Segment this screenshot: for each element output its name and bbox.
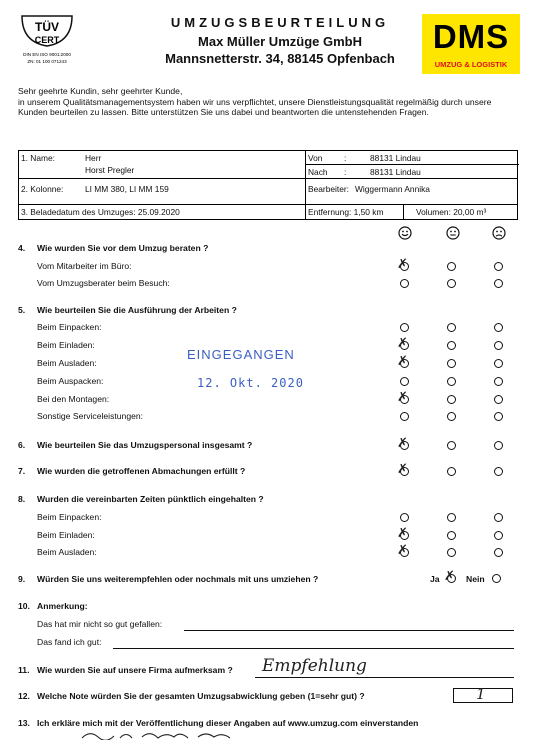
q4-row1-option-2[interactable] <box>447 262 456 271</box>
q4-sub1: Vom Mitarbeiter im Büro: <box>37 261 132 271</box>
question-6 <box>18 440 252 450</box>
question-11-num: 11. <box>18 665 30 675</box>
question-12-text: Welche Note würden Sie der gesamten Umzugsabwicklung geben (1=sehr gut) ? <box>37 691 365 701</box>
q5-sub4: Beim Auspacken: <box>37 376 104 386</box>
q10-line2[interactable] <box>113 648 514 649</box>
intro-salutation: Sehr geehrte Kundin, sehr geehrter Kunde, <box>18 86 183 96</box>
q5-row4-option-1[interactable] <box>400 377 409 386</box>
question-8 <box>18 494 264 504</box>
q9-ja-label: Ja <box>430 574 440 584</box>
question-6-num: 6. <box>18 440 26 450</box>
von-colon: : <box>344 153 347 163</box>
tuv-logo-line2: CERT <box>34 35 60 45</box>
q4-row2-option-3[interactable] <box>494 279 503 288</box>
dms-logo <box>422 14 520 74</box>
q5-row6-option-1[interactable] <box>400 412 409 421</box>
q5-row4-option-2[interactable] <box>447 377 456 386</box>
tuv-logo-line4: ZN: 01 100 071243 <box>27 59 67 64</box>
q5-row5-mark: ✗ <box>397 390 408 405</box>
tuv-logo-line3: DIN EN ISO 9001:2000 <box>23 52 71 57</box>
sad-face-icon <box>492 226 506 240</box>
q8-row1-option-1[interactable] <box>400 513 409 522</box>
question-8-text: Wurden die vereinbarten Zeiten pünktlich eingehalten ? <box>37 494 264 504</box>
q5-row6-option-2[interactable] <box>447 412 456 421</box>
name-value: Horst Pregler <box>85 165 135 175</box>
question-5-text: Wie beurteilen Sie die Ausführung der Arbeiten ? <box>37 305 237 315</box>
question-5-num: 5. <box>18 305 26 315</box>
question-6-text: Wie beurteilen Sie das Umzugspersonal insgesamt ? <box>37 440 253 450</box>
q7-row-option-3[interactable] <box>494 467 503 476</box>
question-9 <box>18 574 318 584</box>
q4-sub2: Vom Umzugsberater beim Besuch: <box>37 278 170 288</box>
q8-row2-option-2[interactable] <box>447 531 456 540</box>
q10-line1[interactable] <box>184 630 514 631</box>
q9-nein-label: Nein <box>466 574 485 584</box>
q5-row4-option-3[interactable] <box>494 377 503 386</box>
received-stamp-date: 12. Okt. 2020 <box>197 376 304 390</box>
dms-logo-sub: UMZUG & LOGISTIK <box>434 60 508 69</box>
company-address: Mannsnetterstr. 34, 88145 Opfenbach <box>165 51 395 66</box>
dms-logo-main: DMS <box>432 18 510 55</box>
question-8-num: 8. <box>18 494 26 504</box>
q9-ja-mark: ✗ <box>444 569 455 584</box>
q6-row-option-2[interactable] <box>447 441 456 450</box>
question-13-text: Ich erkläre mich mit der Veröffentlichung dieser Angaben auf www.umzug.com einverstanden <box>37 718 419 728</box>
q5-row1-option-1[interactable] <box>400 323 409 332</box>
question-13 <box>18 718 418 728</box>
q10-sub2: Das fand ich gut: <box>37 637 102 647</box>
question-11 <box>18 665 233 675</box>
q5-row3-option-2[interactable] <box>447 359 456 368</box>
q6-row-mark: ✗ <box>397 436 408 451</box>
q11-answer: Empfehlung <box>262 656 367 676</box>
q5-row2-mark: ✗ <box>397 336 408 351</box>
q5-row1-option-3[interactable] <box>494 323 503 332</box>
q8-sub2: Beim Einladen: <box>37 530 95 540</box>
q4-row2-option-2[interactable] <box>447 279 456 288</box>
q8-row1-option-3[interactable] <box>494 513 503 522</box>
q5-row6-option-3[interactable] <box>494 412 503 421</box>
tuv-cert-logo <box>16 12 78 68</box>
question-7-text: Wie wurden die getroffenen Abmachungen erfüllt ? <box>37 466 246 476</box>
nach-label: Nach <box>308 167 328 177</box>
q8-sub3: Beim Ausladen: <box>37 547 97 557</box>
q4-row1-option-3[interactable] <box>494 262 503 271</box>
q10-sub1: Das hat mir nicht so gut gefallen: <box>37 619 163 629</box>
question-10-text: Anmerkung: <box>37 601 88 611</box>
bearbeiter-label: Bearbeiter: <box>308 184 349 194</box>
q6-row-option-3[interactable] <box>494 441 503 450</box>
question-5 <box>18 305 237 315</box>
received-stamp: EINGEGANGEN <box>187 347 295 362</box>
name-label: 1. Name: <box>21 153 55 163</box>
question-13-num: 13. <box>18 718 30 728</box>
q4-row1-mark: ✗ <box>397 257 408 272</box>
q5-row1-option-2[interactable] <box>447 323 456 332</box>
q7-row-mark: ✗ <box>397 462 408 477</box>
happy-face-icon <box>398 226 412 240</box>
bearbeiter-value: Wiggermann Annika <box>355 184 430 194</box>
question-7-num: 7. <box>18 466 26 476</box>
question-10-num: 10. <box>18 601 30 611</box>
beladedatum: 3. Beladedatum des Umzuges: 25.09.2020 <box>21 207 180 217</box>
q4-row2-option-1[interactable] <box>400 279 409 288</box>
q8-sub1: Beim Einpacken: <box>37 512 102 522</box>
tuv-logo-line1: TÜV <box>35 20 59 34</box>
q5-row5-option-2[interactable] <box>447 395 456 404</box>
question-4-text: Wie wurden Sie vor dem Umzug beraten ? <box>37 243 209 253</box>
question-4 <box>18 243 208 253</box>
question-4-num: 4. <box>18 243 26 253</box>
name-salutation: Herr <box>85 153 102 163</box>
q5-sub5: Bei den Montagen: <box>37 394 110 404</box>
q8-row2-mark: ✗ <box>397 526 408 541</box>
q5-row5-option-3[interactable] <box>494 395 503 404</box>
intro-text <box>18 86 523 118</box>
kolonne-label: 2. Kolonne: <box>21 184 64 194</box>
q7-row-option-2[interactable] <box>447 467 456 476</box>
question-7 <box>18 466 245 476</box>
q8-row2-option-3[interactable] <box>494 531 503 540</box>
question-9-num: 9. <box>18 574 26 584</box>
question-9-text: Würden Sie uns weiterempfehlen oder nochmals mit uns umziehen ? <box>37 574 319 584</box>
question-10 <box>18 601 88 611</box>
entfernung: Entfernung: 1,50 km <box>308 207 384 217</box>
nach-colon: : <box>344 167 347 177</box>
kolonne-value: LI MM 380, LI MM 159 <box>85 184 169 194</box>
q5-sub3: Beim Ausladen: <box>37 358 97 368</box>
q11-answer-line[interactable] <box>255 677 514 678</box>
q5-sub2: Beim Einladen: <box>37 340 95 350</box>
question-12-num: 12. <box>18 691 30 701</box>
intro-body: in unserem Qualitätsmanagementsystem haben wir uns verpflichtet, unsere Dienstleistungsqualität regelmäßig durch unsere Kunden beurteilen zu lassen. Bitte unterstützen Sie uns dabei und beantworten die untenstehenden Fragen. <box>18 96 492 118</box>
q5-sub6: Sonstige Serviceleistungen: <box>37 411 144 421</box>
q8-row3-option-2[interactable] <box>447 548 456 557</box>
q5-row2-option-2[interactable] <box>447 341 456 350</box>
question-11-text: Wie wurden Sie auf unsere Firma aufmerksam ? <box>37 665 233 675</box>
nach-value: 88131 Lindau <box>370 167 421 177</box>
volumen: Volumen: 20,00 m³ <box>416 207 487 217</box>
q8-row1-option-2[interactable] <box>447 513 456 522</box>
signature-scribble <box>80 728 240 740</box>
company-name: Max Müller Umzüge GmbH <box>198 34 362 49</box>
q5-row3-option-3[interactable] <box>494 359 503 368</box>
q8-row3-option-3[interactable] <box>494 548 503 557</box>
q9-nein-checkbox[interactable] <box>492 574 501 583</box>
q5-row3-mark: ✗ <box>397 354 408 369</box>
q5-row2-option-3[interactable] <box>494 341 503 350</box>
question-12 <box>18 691 365 701</box>
q8-row3-mark: ✗ <box>397 543 408 558</box>
customer-info-table <box>18 150 518 220</box>
von-label: Von <box>308 153 323 163</box>
q5-sub1: Beim Einpacken: <box>37 322 102 332</box>
von-value: 88131 Lindau <box>370 153 421 163</box>
q12-answer: 1 <box>476 685 486 703</box>
neutral-face-icon <box>446 226 460 240</box>
form-title: UMZUGSBEURTEILUNG <box>170 15 390 30</box>
